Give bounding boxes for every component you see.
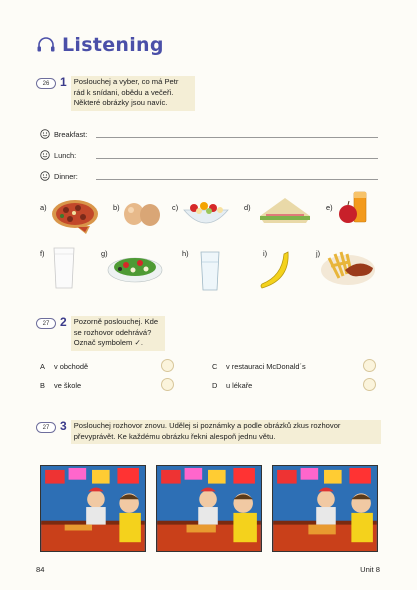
audio-track-number: 27	[42, 424, 50, 431]
answer-circle-c[interactable]	[363, 359, 376, 372]
option-letter: A	[40, 362, 45, 371]
meal-label: Dinner:	[54, 171, 78, 181]
breakfast-row	[40, 129, 87, 139]
audio-track-badge[interactable]	[36, 78, 56, 89]
option-text: u lékaře	[226, 381, 253, 390]
food-label: b)	[113, 203, 120, 212]
salad-image	[106, 250, 164, 284]
task-1-header	[36, 76, 195, 111]
food-label: e)	[326, 203, 333, 212]
answer-circle-a[interactable]	[161, 359, 174, 372]
option-text: v restauraci McDonald´s	[226, 362, 306, 371]
task-number: 2	[60, 315, 67, 329]
food-label: a)	[40, 203, 47, 212]
task-instruction: Poslouchej a vyber, co má Petr rád k snídani, obědu a večeři. Některé obrázky jsou navíc.	[71, 76, 195, 111]
option-text: ve škole	[54, 381, 82, 390]
option-text: v obchodě	[54, 362, 89, 371]
option-letter: D	[212, 381, 218, 390]
answer-circle-b[interactable]	[161, 378, 174, 391]
page-number: 84	[36, 565, 45, 574]
option-d	[212, 381, 252, 390]
food-label: j)	[316, 249, 321, 258]
smiley-icon	[40, 171, 50, 181]
task-instruction: Poslouchej rozhovor znovu. Udělej si poznámky a podle obrázků zkus rozhovor převyprávět. Ke každému obrázku řekni alespoň jednu větu.	[71, 420, 381, 444]
smiley-icon	[40, 129, 50, 139]
food-label: g)	[101, 249, 108, 258]
food-label: f)	[40, 249, 45, 258]
food-label: h)	[182, 249, 189, 258]
juice-and-apple-image	[336, 190, 372, 226]
task-number: 1	[60, 75, 67, 89]
task-3-header	[36, 420, 381, 444]
lunch-row	[40, 150, 76, 160]
page-header	[36, 34, 164, 56]
task-instruction: Pozorně poslouchej. Kde se rozhovor odehrává? Označ symbolem ✓.	[71, 316, 165, 351]
audio-track-number: 27	[42, 320, 50, 327]
eggs-image	[122, 201, 162, 227]
unit-label: Unit 8	[360, 565, 380, 574]
option-letter: B	[40, 381, 45, 390]
comic-panel-3	[272, 465, 378, 552]
audio-track-badge[interactable]	[36, 422, 56, 433]
milk-glass-image	[52, 246, 76, 290]
comic-panel-2	[156, 465, 262, 552]
task-number: 3	[60, 419, 67, 433]
food-label: c)	[172, 203, 179, 212]
task-2-header	[36, 316, 165, 351]
dinner-row	[40, 171, 78, 181]
answer-circle-d[interactable]	[363, 378, 376, 391]
sandwich-image	[256, 194, 314, 224]
smiley-icon	[40, 150, 50, 160]
pizza-image	[50, 196, 100, 236]
meal-label: Breakfast:	[54, 129, 88, 139]
headphones-icon	[36, 37, 56, 53]
option-c	[212, 362, 306, 371]
food-label: d)	[244, 203, 251, 212]
answer-line[interactable]	[96, 137, 378, 138]
option-letter: C	[212, 362, 218, 371]
fruit-bowl-image	[180, 196, 232, 232]
audio-track-badge[interactable]	[36, 318, 56, 329]
banana-image	[256, 250, 294, 292]
sausage-and-fries-image	[319, 244, 377, 288]
audio-track-number: 26	[42, 80, 50, 87]
food-label: i)	[263, 249, 268, 258]
answer-line[interactable]	[96, 179, 378, 180]
page-title: Listening	[62, 34, 164, 56]
option-a	[40, 362, 88, 371]
comic-panel-1	[40, 465, 146, 552]
answer-line[interactable]	[96, 158, 378, 159]
meal-label: Lunch:	[54, 150, 77, 160]
option-b	[40, 381, 81, 390]
water-glass-image	[199, 250, 221, 292]
